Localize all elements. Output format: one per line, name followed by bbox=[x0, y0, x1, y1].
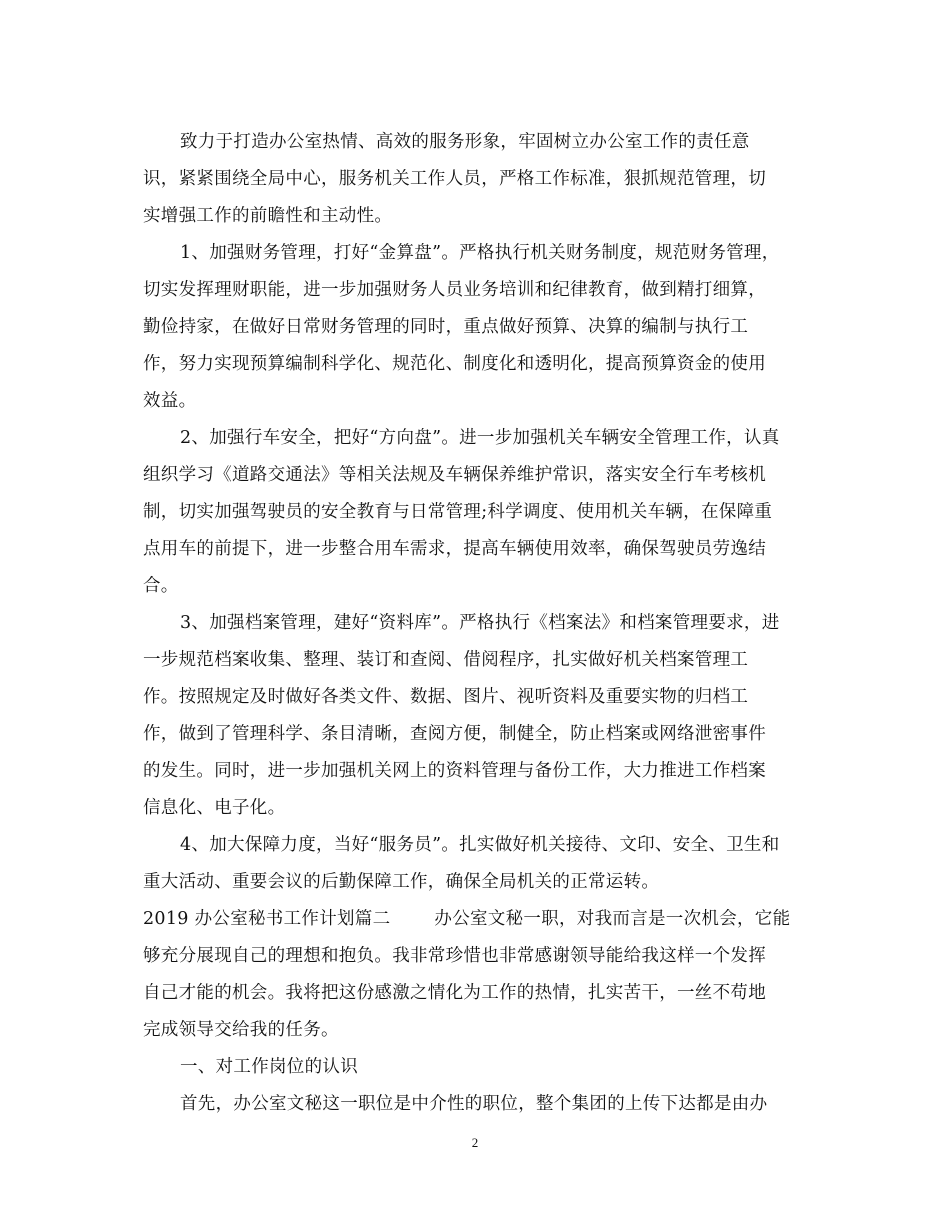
text-line: 制，切实加强驾驶员的安全教育与日常管理;科学调度、使用机关车辆，在保障重 bbox=[143, 502, 773, 522]
text-line: 一步规范档案收集、整理、装订和查阅、借阅程序，扎实做好机关档案管理工 bbox=[143, 650, 749, 670]
text-line: 效益。 bbox=[143, 391, 197, 411]
text-line: 信息化、电子化。 bbox=[143, 798, 286, 818]
text-line: 作，努力实现预算编制科学化、规范化、制度化和透明化，提高预算资金的使用 bbox=[143, 354, 766, 374]
text-line: 勤俭持家，在做好日常财务管理的同时，重点做好预算、决算的编制与执行工 bbox=[143, 317, 749, 337]
text-line: 作。按照规定及时做好各类文件、数据、图片、视听资料及重要实物的归档工 bbox=[143, 687, 749, 707]
text-line: 识，紧紧围绕全局中心，服务机关工作人员，严格工作标准，狠抓规范管理，切 bbox=[143, 169, 766, 189]
text-line: 的发生。同时，进一步加强机关网上的资料管理与备份工作，大力推进工作档案 bbox=[143, 761, 766, 781]
text-line: 致力于打造办公室热情、高效的服务形象，牢固树立办公室工作的责任意 bbox=[180, 132, 750, 152]
text-line: 重大活动、重要会议的后勤保障工作，确保全局机关的正常运转。 bbox=[143, 872, 660, 892]
text-line: 合。 bbox=[143, 576, 179, 596]
section-heading-line bbox=[143, 908, 790, 930]
text-line: 作，做到了管理科学、条目清晰，查阅方便，制健全，防止档案或网络泄密事件 bbox=[143, 724, 766, 744]
text-line: 完成领导交给我的任务。 bbox=[143, 1020, 339, 1040]
text-line: 办公室文秘一职，对我而言是一次机会，它能 bbox=[434, 909, 791, 929]
text-line: 3、加强档案管理，建好“资料库”。严格执行《档案法》和档案管理要求，进 bbox=[180, 613, 780, 633]
text-line: 实增强工作的前瞻性和主动性。 bbox=[143, 206, 393, 226]
text-line: 点用车的前提下，进一步整合用车需求，提高车辆使用效率，确保驾驶员劳逸结 bbox=[143, 539, 766, 559]
text-line: 首先，办公室文秘这一职位是中介性的职位，整个集团的上传下达都是由办 bbox=[180, 1094, 768, 1114]
section-heading: 2019 办公室秘书工作计划篇二 bbox=[143, 909, 391, 929]
text-line: 够充分展现自己的理想和抱负。我非常珍惜也非常感谢领导能给我这样一个发挥 bbox=[143, 946, 766, 966]
text-line: 1、加强财务管理，打好“金算盘”。严格执行机关财务制度，规范财务管理， bbox=[180, 243, 780, 263]
text-line: 组织学习《道路交通法》等相关法规及车辆保养维护常识，落实安全行车考核机 bbox=[143, 465, 766, 485]
text-line: 自己才能的机会。我将把这份感激之情化为工作的热情，扎实苦干，一丝不苟地 bbox=[143, 983, 766, 1003]
page-number: 2 bbox=[471, 1135, 479, 1150]
text-line: 4、加大保障力度，当好“服务员”。扎实做好机关接待、文印、安全、卫生和 bbox=[180, 835, 780, 855]
text-line: 2、加强行车安全，把好“方向盘”。进一步加强机关车辆安全管理工作，认真 bbox=[180, 428, 780, 448]
text-line: 切实发挥理财职能，进一步加强财务人员业务培训和纪律教育，做到精打细算， bbox=[143, 280, 766, 300]
text-line: 一、对工作岗位的认识 bbox=[180, 1057, 358, 1077]
